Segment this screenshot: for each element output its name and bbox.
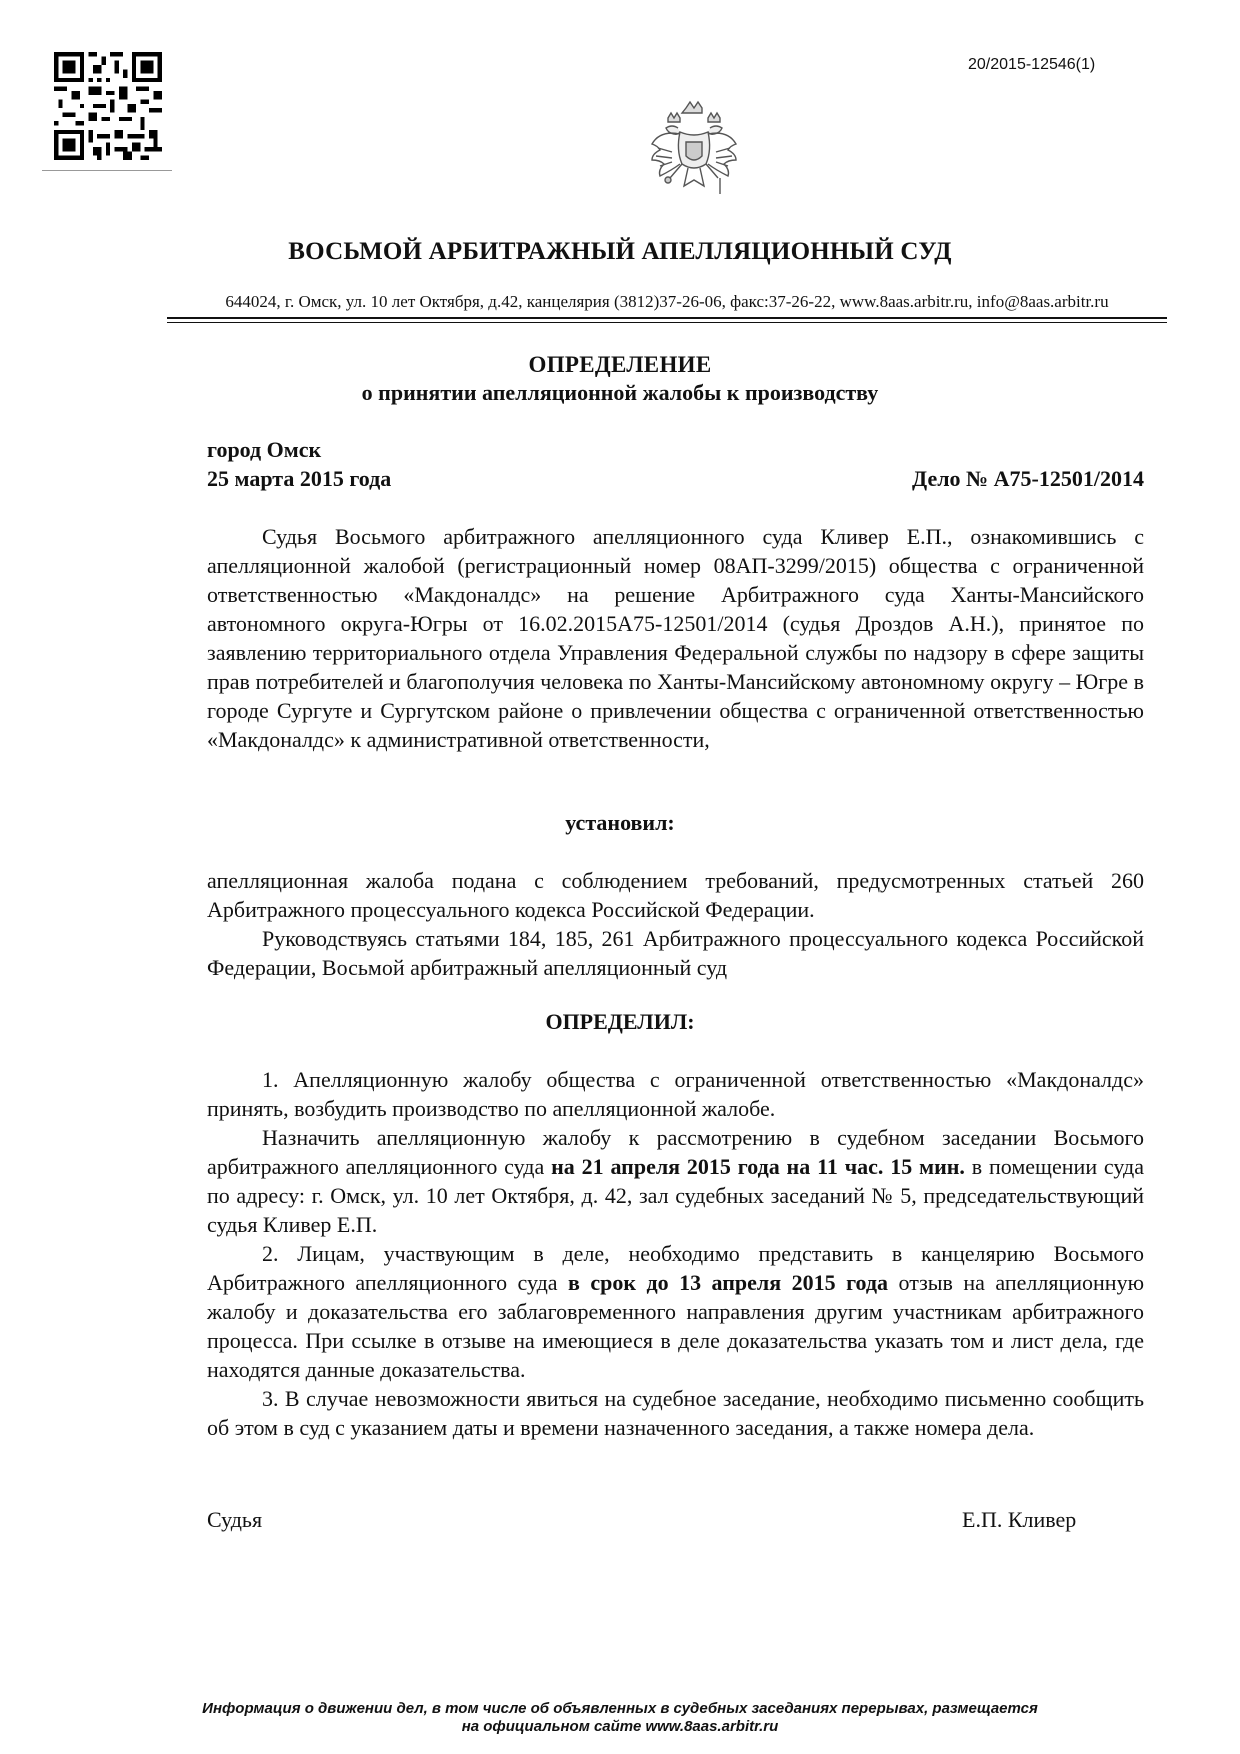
qr-divider (42, 170, 172, 171)
header-rule-thin (167, 322, 1167, 323)
document-number: 20/2015-12546(1) (968, 56, 1096, 73)
determined-heading: ОПРЕДЕЛИЛ: (545, 1009, 695, 1034)
footer-line-1: Информация о движении дел, в том числе об объявленных в судебных заседаниях перерывах, размещается (202, 1700, 1038, 1717)
qr-code-icon (54, 52, 162, 160)
item-1: 1. Апелляционную жалобу общества с ограниченной ответственностью «Макдоналдс» принять, возбудить производство по апелляционной жалобе. (207, 1067, 1144, 1121)
coat-of-arms-icon (648, 98, 740, 208)
schedule-text-after: в помещении суда по адресу: г. Омск, ул. 10 лет Октября, д. 42, зал судебных заседаний № 5, председательствующий судья Кливер Е.П. (207, 1154, 1144, 1237)
judge-label: Судья (207, 1507, 263, 1532)
intro-paragraph: Судья Восьмого арбитражного апелляционного суда Кливер Е.П., ознакомившись с апелляционной жалобой (регистрационный номер 08АП-3299/2015) общества с ограниченной ответственностью «Макдоналдс» на решение Арбитражного суда Ханты-Мансийского автономного округа-Югры от 16.02.2015А75-12501/2014 (судья Дроздов А.Н.), принятое по заявлению территориального отдела Управления Федеральной службы по надзору в сфере защиты прав потребителей и благополучия человека по Ханты-Мансийскому автономному округу – Югре в городе Сургуте и Сургутском районе о привлечении общества с ограниченной ответственностью «Макдоналдс» к административной ответственности, (207, 524, 1144, 752)
item-3: 3. В случае невозможности явиться на судебное заседание, необходимо письменно сообщить об этом в суд с указанием даты и времени назначенного заседания, а также номера дела. (207, 1386, 1144, 1440)
judge-name: Е.П. Кливер (962, 1507, 1077, 1532)
case-number: Дело № А75-12501/2014 (912, 466, 1144, 491)
guided-text: Руководствуясь статьями 184, 185, 261 Арбитражного процессуального кодекса Российской Федерации, Восьмой арбитражный апелляционный суд (207, 926, 1144, 980)
response-deadline: в срок до 13 апреля 2015 года (568, 1270, 889, 1295)
hearing-date: на 21 апреля 2015 года на 11 час. 15 мин. (551, 1154, 965, 1179)
item-2-text-before: 2. Лицам, участвующим в деле, необходимо представить в канцелярию Восьмого Арбитражного апелляционного суда (207, 1241, 1144, 1295)
footer-note (0, 1700, 1240, 1736)
item-2 (207, 1239, 1144, 1384)
established-text: апелляционная жалоба подана с соблюдением требований, предусмотренных статьей 260 Арбитражного процессуального кодекса Российской Федерации. (207, 868, 1144, 922)
city: город Омск (207, 437, 322, 462)
court-address: 644024, г. Омск, ул. 10 лет Октября, д.42, канцелярия (3812)37-26-06, факс:37-26-22, www.8aas.arbitr.ru, info@8aas.arbitr.ru (225, 292, 1109, 311)
document-date: 25 марта 2015 года (207, 466, 392, 491)
schedule-text-before: Назначить апелляционную жалобу к рассмотрению в судебном заседании Восьмого арбитражного апелляционного суда (207, 1125, 1144, 1179)
document-title: ОПРЕДЕЛЕНИЕ (528, 352, 712, 377)
footer-line-2: на официальном сайте www.8aas.arbitr.ru (461, 1718, 779, 1735)
item-2-text-after: отзыв на апелляционную жалобу и доказательства его заблаговременного направления другим участникам арбитражного процесса. При ссылке в отзыве на имеющиеся в деле доказательства указать том и лист дела, где находятся данные доказательства. (207, 1270, 1145, 1382)
court-name: ВОСЬМОЙ АРБИТРАЖНЫЙ АПЕЛЛЯЦИОННЫЙ СУД (288, 238, 952, 265)
document-subtitle: о принятии апелляционной жалобы к производству (361, 380, 879, 405)
header-rule-thick (167, 317, 1167, 319)
hearing-schedule (207, 1123, 1144, 1239)
established-heading: установил: (565, 810, 675, 835)
